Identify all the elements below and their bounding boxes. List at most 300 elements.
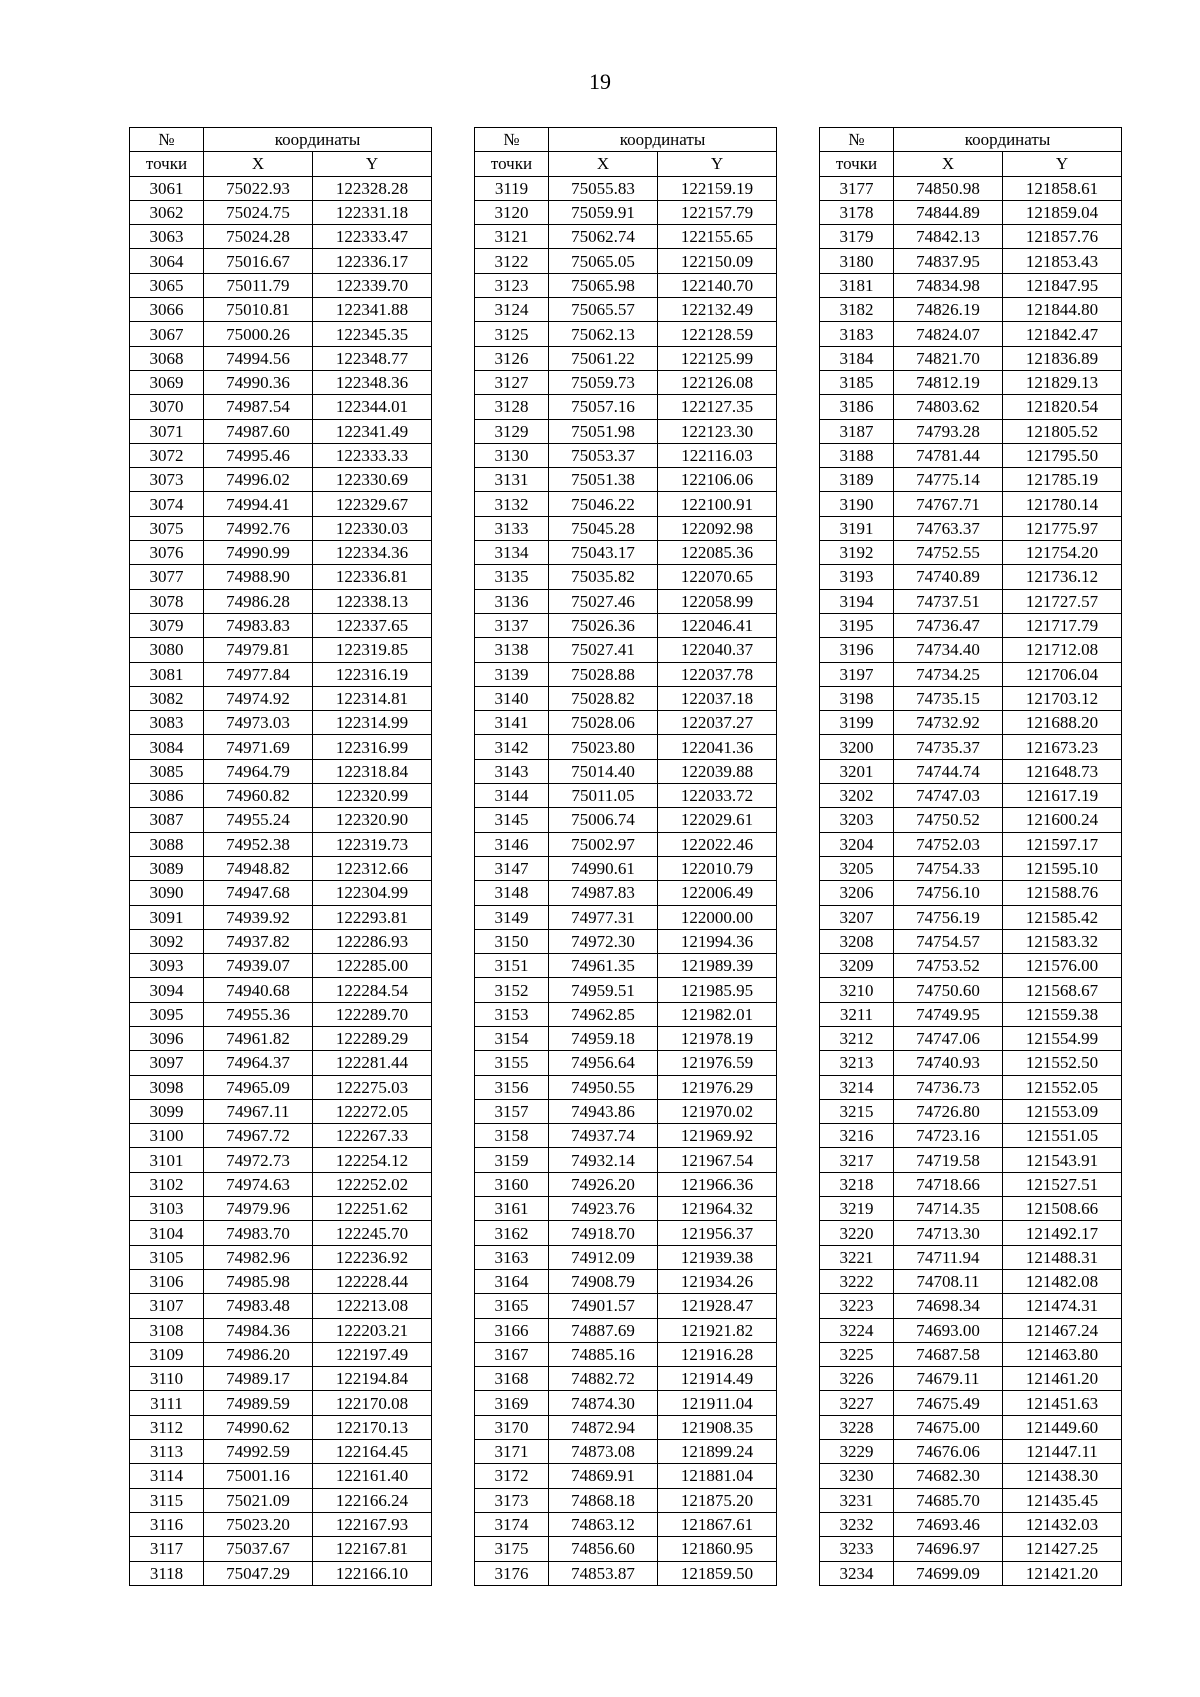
- table-row: [820, 516, 1122, 540]
- y-coordinate-cell: 121552.05: [1003, 1075, 1122, 1099]
- point-number-cell: 3109: [130, 1342, 204, 1366]
- table-row: [820, 492, 1122, 516]
- point-number-cell: 3067: [130, 322, 204, 346]
- table-body: [820, 176, 1122, 1585]
- y-coordinate-cell: 122348.36: [313, 370, 432, 394]
- x-coordinate-cell: 74734.40: [894, 638, 1003, 662]
- point-number-cell: 3225: [820, 1342, 894, 1366]
- table-row: [475, 686, 777, 710]
- x-coordinate-cell: 74918.70: [549, 1221, 658, 1245]
- x-coordinate-cell: 74986.20: [204, 1342, 313, 1366]
- table-row: [475, 541, 777, 565]
- table-row: [475, 1342, 777, 1366]
- x-coordinate-cell: 74961.35: [549, 954, 658, 978]
- header-y: Y: [313, 152, 432, 176]
- point-number-cell: 3065: [130, 273, 204, 297]
- y-coordinate-cell: 121673.23: [1003, 735, 1122, 759]
- x-coordinate-cell: 74711.94: [894, 1245, 1003, 1269]
- y-coordinate-cell: 121899.24: [658, 1440, 777, 1464]
- table-row: [130, 1512, 432, 1536]
- point-number-cell: 3218: [820, 1172, 894, 1196]
- y-coordinate-cell: 121552.50: [1003, 1051, 1122, 1075]
- table-row: [130, 516, 432, 540]
- x-coordinate-cell: 74826.19: [894, 298, 1003, 322]
- y-coordinate-cell: 122039.88: [658, 759, 777, 783]
- table-body: [130, 176, 432, 1585]
- table-row: [475, 1269, 777, 1293]
- x-coordinate-cell: 74885.16: [549, 1342, 658, 1366]
- header-row-bottom: [475, 152, 777, 176]
- x-coordinate-cell: 75014.40: [549, 759, 658, 783]
- x-coordinate-cell: 74675.49: [894, 1391, 1003, 1415]
- point-number-cell: 3155: [475, 1051, 549, 1075]
- x-coordinate-cell: 74939.92: [204, 905, 313, 929]
- table-row: [130, 200, 432, 224]
- header-row-bottom: [130, 152, 432, 176]
- point-number-cell: 3190: [820, 492, 894, 516]
- point-number-cell: 3119: [475, 176, 549, 200]
- y-coordinate-cell: 122251.62: [313, 1197, 432, 1221]
- point-number-cell: 3096: [130, 1026, 204, 1050]
- table-row: [130, 1172, 432, 1196]
- x-coordinate-cell: 74979.96: [204, 1197, 313, 1221]
- point-number-cell: 3182: [820, 298, 894, 322]
- point-number-cell: 3074: [130, 492, 204, 516]
- y-coordinate-cell: 122140.70: [658, 273, 777, 297]
- table-row: [475, 784, 777, 808]
- table-row: [130, 1464, 432, 1488]
- point-number-cell: 3143: [475, 759, 549, 783]
- point-number-cell: 3069: [130, 370, 204, 394]
- x-coordinate-cell: 74718.66: [894, 1172, 1003, 1196]
- point-number-cell: 3203: [820, 808, 894, 832]
- y-coordinate-cell: 121989.39: [658, 954, 777, 978]
- table-row: [475, 565, 777, 589]
- x-coordinate-cell: 74824.07: [894, 322, 1003, 346]
- table-row: [820, 419, 1122, 443]
- y-coordinate-cell: 121712.08: [1003, 638, 1122, 662]
- x-coordinate-cell: 75047.29: [204, 1561, 313, 1585]
- table-body: [475, 176, 777, 1585]
- point-number-cell: 3064: [130, 249, 204, 273]
- y-coordinate-cell: 121978.19: [658, 1026, 777, 1050]
- x-coordinate-cell: 74873.08: [549, 1440, 658, 1464]
- table-row: [820, 784, 1122, 808]
- point-number-cell: 3204: [820, 832, 894, 856]
- table-row: [130, 808, 432, 832]
- table-row: [820, 176, 1122, 200]
- y-coordinate-cell: 121857.76: [1003, 225, 1122, 249]
- y-coordinate-cell: 121914.49: [658, 1367, 777, 1391]
- y-coordinate-cell: 122293.81: [313, 905, 432, 929]
- x-coordinate-cell: 75055.83: [549, 176, 658, 200]
- table-row: [820, 711, 1122, 735]
- point-number-cell: 3209: [820, 954, 894, 978]
- x-coordinate-cell: 75024.28: [204, 225, 313, 249]
- point-number-cell: 3164: [475, 1269, 549, 1293]
- header-num-top: №: [130, 128, 204, 152]
- header-row-top: [475, 128, 777, 152]
- y-coordinate-cell: 121881.04: [658, 1464, 777, 1488]
- point-number-cell: 3128: [475, 395, 549, 419]
- point-number-cell: 3095: [130, 1002, 204, 1026]
- point-number-cell: 3105: [130, 1245, 204, 1269]
- x-coordinate-cell: 74994.41: [204, 492, 313, 516]
- point-number-cell: 3090: [130, 881, 204, 905]
- point-number-cell: 3144: [475, 784, 549, 808]
- x-coordinate-cell: 74943.86: [549, 1099, 658, 1123]
- y-coordinate-cell: 122010.79: [658, 856, 777, 880]
- point-number-cell: 3187: [820, 419, 894, 443]
- point-number-cell: 3213: [820, 1051, 894, 1075]
- y-coordinate-cell: 121438.30: [1003, 1464, 1122, 1488]
- x-coordinate-cell: 75061.22: [549, 346, 658, 370]
- point-number-cell: 3189: [820, 468, 894, 492]
- point-number-cell: 3116: [130, 1512, 204, 1536]
- y-coordinate-cell: 122106.06: [658, 468, 777, 492]
- point-number-cell: 3076: [130, 541, 204, 565]
- y-coordinate-cell: 122159.19: [658, 176, 777, 200]
- table-row: [820, 1197, 1122, 1221]
- x-coordinate-cell: 74747.06: [894, 1026, 1003, 1050]
- point-number-cell: 3185: [820, 370, 894, 394]
- x-coordinate-cell: 74974.63: [204, 1172, 313, 1196]
- x-coordinate-cell: 74736.47: [894, 613, 1003, 637]
- table-row: [820, 589, 1122, 613]
- point-number-cell: 3068: [130, 346, 204, 370]
- table-row: [820, 1026, 1122, 1050]
- x-coordinate-cell: 74853.87: [549, 1561, 658, 1585]
- y-coordinate-cell: 121482.08: [1003, 1269, 1122, 1293]
- y-coordinate-cell: 122267.33: [313, 1124, 432, 1148]
- table-row: [130, 638, 432, 662]
- y-coordinate-cell: 121754.20: [1003, 541, 1122, 565]
- table-row: [475, 1051, 777, 1075]
- table-row: [475, 856, 777, 880]
- y-coordinate-cell: 121463.80: [1003, 1342, 1122, 1366]
- x-coordinate-cell: 74960.82: [204, 784, 313, 808]
- y-coordinate-cell: 121970.02: [658, 1099, 777, 1123]
- y-coordinate-cell: 121527.51: [1003, 1172, 1122, 1196]
- y-coordinate-cell: 121451.63: [1003, 1391, 1122, 1415]
- point-number-cell: 3103: [130, 1197, 204, 1221]
- table-row: [820, 200, 1122, 224]
- y-coordinate-cell: 122006.49: [658, 881, 777, 905]
- x-coordinate-cell: 74990.62: [204, 1415, 313, 1439]
- point-number-cell: 3079: [130, 613, 204, 637]
- y-coordinate-cell: 122320.90: [313, 808, 432, 832]
- y-coordinate-cell: 122157.79: [658, 200, 777, 224]
- table-row: [820, 978, 1122, 1002]
- table-row: [475, 322, 777, 346]
- point-number-cell: 3176: [475, 1561, 549, 1585]
- y-coordinate-cell: 122319.73: [313, 832, 432, 856]
- x-coordinate-cell: 74990.36: [204, 370, 313, 394]
- table-row: [130, 443, 432, 467]
- point-number-cell: 3126: [475, 346, 549, 370]
- point-number-cell: 3186: [820, 395, 894, 419]
- y-coordinate-cell: 121736.12: [1003, 565, 1122, 589]
- point-number-cell: 3073: [130, 468, 204, 492]
- point-number-cell: 3089: [130, 856, 204, 880]
- y-coordinate-cell: 121976.59: [658, 1051, 777, 1075]
- y-coordinate-cell: 122197.49: [313, 1342, 432, 1366]
- x-coordinate-cell: 74994.56: [204, 346, 313, 370]
- table-row: [820, 225, 1122, 249]
- point-number-cell: 3081: [130, 662, 204, 686]
- table-row: [820, 613, 1122, 637]
- x-coordinate-cell: 74735.15: [894, 686, 1003, 710]
- x-coordinate-cell: 75022.93: [204, 176, 313, 200]
- point-number-cell: 3097: [130, 1051, 204, 1075]
- table-row: [130, 686, 432, 710]
- x-coordinate-cell: 74940.68: [204, 978, 313, 1002]
- x-coordinate-cell: 74908.79: [549, 1269, 658, 1293]
- header-num-top: №: [475, 128, 549, 152]
- y-coordinate-cell: 122328.28: [313, 176, 432, 200]
- point-number-cell: 3154: [475, 1026, 549, 1050]
- x-coordinate-cell: 75037.67: [204, 1537, 313, 1561]
- x-coordinate-cell: 74990.99: [204, 541, 313, 565]
- y-coordinate-cell: 122100.91: [658, 492, 777, 516]
- point-number-cell: 3207: [820, 905, 894, 929]
- y-coordinate-cell: 121492.17: [1003, 1221, 1122, 1245]
- point-number-cell: 3149: [475, 905, 549, 929]
- point-number-cell: 3075: [130, 516, 204, 540]
- point-number-cell: 3166: [475, 1318, 549, 1342]
- table-row: [820, 1367, 1122, 1391]
- x-coordinate-cell: 74842.13: [894, 225, 1003, 249]
- point-number-cell: 3102: [130, 1172, 204, 1196]
- table-row: [475, 1245, 777, 1269]
- x-coordinate-cell: 74834.98: [894, 273, 1003, 297]
- x-coordinate-cell: 74682.30: [894, 1464, 1003, 1488]
- table-row: [475, 298, 777, 322]
- header-x: X: [204, 152, 313, 176]
- table-row: [820, 273, 1122, 297]
- table-row: [820, 298, 1122, 322]
- x-coordinate-cell: 74753.52: [894, 954, 1003, 978]
- y-coordinate-cell: 122331.18: [313, 200, 432, 224]
- y-coordinate-cell: 122125.99: [658, 346, 777, 370]
- x-coordinate-cell: 74986.28: [204, 589, 313, 613]
- y-coordinate-cell: 122336.17: [313, 249, 432, 273]
- x-coordinate-cell: 74882.72: [549, 1367, 658, 1391]
- y-coordinate-cell: 122022.46: [658, 832, 777, 856]
- header-row-top: [130, 128, 432, 152]
- y-coordinate-cell: 122333.47: [313, 225, 432, 249]
- point-number-cell: 3110: [130, 1367, 204, 1391]
- table-row: [130, 1221, 432, 1245]
- header-num-top: №: [820, 128, 894, 152]
- x-coordinate-cell: 74737.51: [894, 589, 1003, 613]
- y-coordinate-cell: 122316.19: [313, 662, 432, 686]
- x-coordinate-cell: 74987.54: [204, 395, 313, 419]
- y-coordinate-cell: 121600.24: [1003, 808, 1122, 832]
- point-number-cell: 3165: [475, 1294, 549, 1318]
- y-coordinate-cell: 121559.38: [1003, 1002, 1122, 1026]
- x-coordinate-cell: 74973.03: [204, 711, 313, 735]
- y-coordinate-cell: 122312.66: [313, 856, 432, 880]
- y-coordinate-cell: 121805.52: [1003, 419, 1122, 443]
- table-row: [130, 565, 432, 589]
- x-coordinate-cell: 75059.91: [549, 200, 658, 224]
- point-number-cell: 3066: [130, 298, 204, 322]
- point-number-cell: 3205: [820, 856, 894, 880]
- point-number-cell: 3234: [820, 1561, 894, 1585]
- y-coordinate-cell: 122345.35: [313, 322, 432, 346]
- point-number-cell: 3062: [130, 200, 204, 224]
- table-row: [820, 1002, 1122, 1026]
- point-number-cell: 3201: [820, 759, 894, 783]
- y-coordinate-cell: 121427.25: [1003, 1537, 1122, 1561]
- point-number-cell: 3124: [475, 298, 549, 322]
- table-row: [475, 492, 777, 516]
- x-coordinate-cell: 74985.98: [204, 1269, 313, 1293]
- x-coordinate-cell: 74856.60: [549, 1537, 658, 1561]
- point-number-cell: 3168: [475, 1367, 549, 1391]
- y-coordinate-cell: 121976.29: [658, 1075, 777, 1099]
- point-number-cell: 3180: [820, 249, 894, 273]
- y-coordinate-cell: 122272.05: [313, 1099, 432, 1123]
- point-number-cell: 3210: [820, 978, 894, 1002]
- x-coordinate-cell: 75010.81: [204, 298, 313, 322]
- x-coordinate-cell: 75006.74: [549, 808, 658, 832]
- point-number-cell: 3158: [475, 1124, 549, 1148]
- point-number-cell: 3140: [475, 686, 549, 710]
- y-coordinate-cell: 122338.13: [313, 589, 432, 613]
- x-coordinate-cell: 74872.94: [549, 1415, 658, 1439]
- y-coordinate-cell: 121820.54: [1003, 395, 1122, 419]
- y-coordinate-cell: 121461.20: [1003, 1367, 1122, 1391]
- x-coordinate-cell: 74869.91: [549, 1464, 658, 1488]
- x-coordinate-cell: 74977.84: [204, 662, 313, 686]
- point-number-cell: 3083: [130, 711, 204, 735]
- x-coordinate-cell: 74699.09: [894, 1561, 1003, 1585]
- y-coordinate-cell: 121780.14: [1003, 492, 1122, 516]
- point-number-cell: 3160: [475, 1172, 549, 1196]
- y-coordinate-cell: 122236.92: [313, 1245, 432, 1269]
- y-coordinate-cell: 122275.03: [313, 1075, 432, 1099]
- table-row: [475, 978, 777, 1002]
- y-coordinate-cell: 121421.20: [1003, 1561, 1122, 1585]
- y-coordinate-cell: 121921.82: [658, 1318, 777, 1342]
- point-number-cell: 3071: [130, 419, 204, 443]
- point-number-cell: 3214: [820, 1075, 894, 1099]
- x-coordinate-cell: 74698.34: [894, 1294, 1003, 1318]
- point-number-cell: 3147: [475, 856, 549, 880]
- y-coordinate-cell: 122203.21: [313, 1318, 432, 1342]
- table-row: [475, 929, 777, 953]
- table-row: [475, 225, 777, 249]
- header-x: X: [894, 152, 1003, 176]
- x-coordinate-cell: 75011.79: [204, 273, 313, 297]
- y-coordinate-cell: 122123.30: [658, 419, 777, 443]
- point-number-cell: 3184: [820, 346, 894, 370]
- y-coordinate-cell: 121911.04: [658, 1391, 777, 1415]
- point-number-cell: 3127: [475, 370, 549, 394]
- point-number-cell: 3170: [475, 1415, 549, 1439]
- y-coordinate-cell: 121543.91: [1003, 1148, 1122, 1172]
- table-row: [820, 565, 1122, 589]
- x-coordinate-cell: 74967.11: [204, 1099, 313, 1123]
- y-coordinate-cell: 121568.67: [1003, 978, 1122, 1002]
- x-coordinate-cell: 74719.58: [894, 1148, 1003, 1172]
- table-row: [820, 468, 1122, 492]
- x-coordinate-cell: 74781.44: [894, 443, 1003, 467]
- table-row: [475, 638, 777, 662]
- x-coordinate-cell: 74948.82: [204, 856, 313, 880]
- point-number-cell: 3112: [130, 1415, 204, 1439]
- table-row: [820, 1245, 1122, 1269]
- point-number-cell: 3221: [820, 1245, 894, 1269]
- y-coordinate-cell: 121844.80: [1003, 298, 1122, 322]
- point-number-cell: 3228: [820, 1415, 894, 1439]
- point-number-cell: 3197: [820, 662, 894, 686]
- y-coordinate-cell: 122041.36: [658, 735, 777, 759]
- coordinates-table-3: [819, 127, 1122, 1586]
- table-row: [475, 273, 777, 297]
- x-coordinate-cell: 74676.06: [894, 1440, 1003, 1464]
- table-row: [475, 1099, 777, 1123]
- x-coordinate-cell: 75027.46: [549, 589, 658, 613]
- table-row: [130, 225, 432, 249]
- y-coordinate-cell: 122164.45: [313, 1440, 432, 1464]
- y-coordinate-cell: 122344.01: [313, 395, 432, 419]
- y-coordinate-cell: 122330.69: [313, 468, 432, 492]
- x-coordinate-cell: 74992.76: [204, 516, 313, 540]
- table-row: [820, 759, 1122, 783]
- y-coordinate-cell: 122281.44: [313, 1051, 432, 1075]
- point-number-cell: 3212: [820, 1026, 894, 1050]
- y-coordinate-cell: 121908.35: [658, 1415, 777, 1439]
- y-coordinate-cell: 121985.95: [658, 978, 777, 1002]
- y-coordinate-cell: 122337.65: [313, 613, 432, 637]
- x-coordinate-cell: 74971.69: [204, 735, 313, 759]
- x-coordinate-cell: 74987.83: [549, 881, 658, 905]
- x-coordinate-cell: 75002.97: [549, 832, 658, 856]
- point-number-cell: 3211: [820, 1002, 894, 1026]
- y-coordinate-cell: 122245.70: [313, 1221, 432, 1245]
- point-number-cell: 3177: [820, 176, 894, 200]
- table-row: [130, 541, 432, 565]
- table-row: [130, 1294, 432, 1318]
- x-coordinate-cell: 74744.74: [894, 759, 1003, 783]
- point-number-cell: 3183: [820, 322, 894, 346]
- x-coordinate-cell: 74955.36: [204, 1002, 313, 1026]
- y-coordinate-cell: 122161.40: [313, 1464, 432, 1488]
- y-coordinate-cell: 122316.99: [313, 735, 432, 759]
- point-number-cell: 3200: [820, 735, 894, 759]
- table-row: [820, 395, 1122, 419]
- x-coordinate-cell: 74874.30: [549, 1391, 658, 1415]
- table-row: [475, 832, 777, 856]
- x-coordinate-cell: 74713.30: [894, 1221, 1003, 1245]
- y-coordinate-cell: 122336.81: [313, 565, 432, 589]
- point-number-cell: 3174: [475, 1512, 549, 1536]
- x-coordinate-cell: 75065.98: [549, 273, 658, 297]
- x-coordinate-cell: 74955.24: [204, 808, 313, 832]
- x-coordinate-cell: 75053.37: [549, 443, 658, 467]
- y-coordinate-cell: 121554.99: [1003, 1026, 1122, 1050]
- point-number-cell: 3188: [820, 443, 894, 467]
- y-coordinate-cell: 122252.02: [313, 1172, 432, 1196]
- header-coordinates: координаты: [549, 128, 777, 152]
- x-coordinate-cell: 74685.70: [894, 1488, 1003, 1512]
- table-row: [130, 492, 432, 516]
- x-coordinate-cell: 74708.11: [894, 1269, 1003, 1293]
- table-row: [130, 1002, 432, 1026]
